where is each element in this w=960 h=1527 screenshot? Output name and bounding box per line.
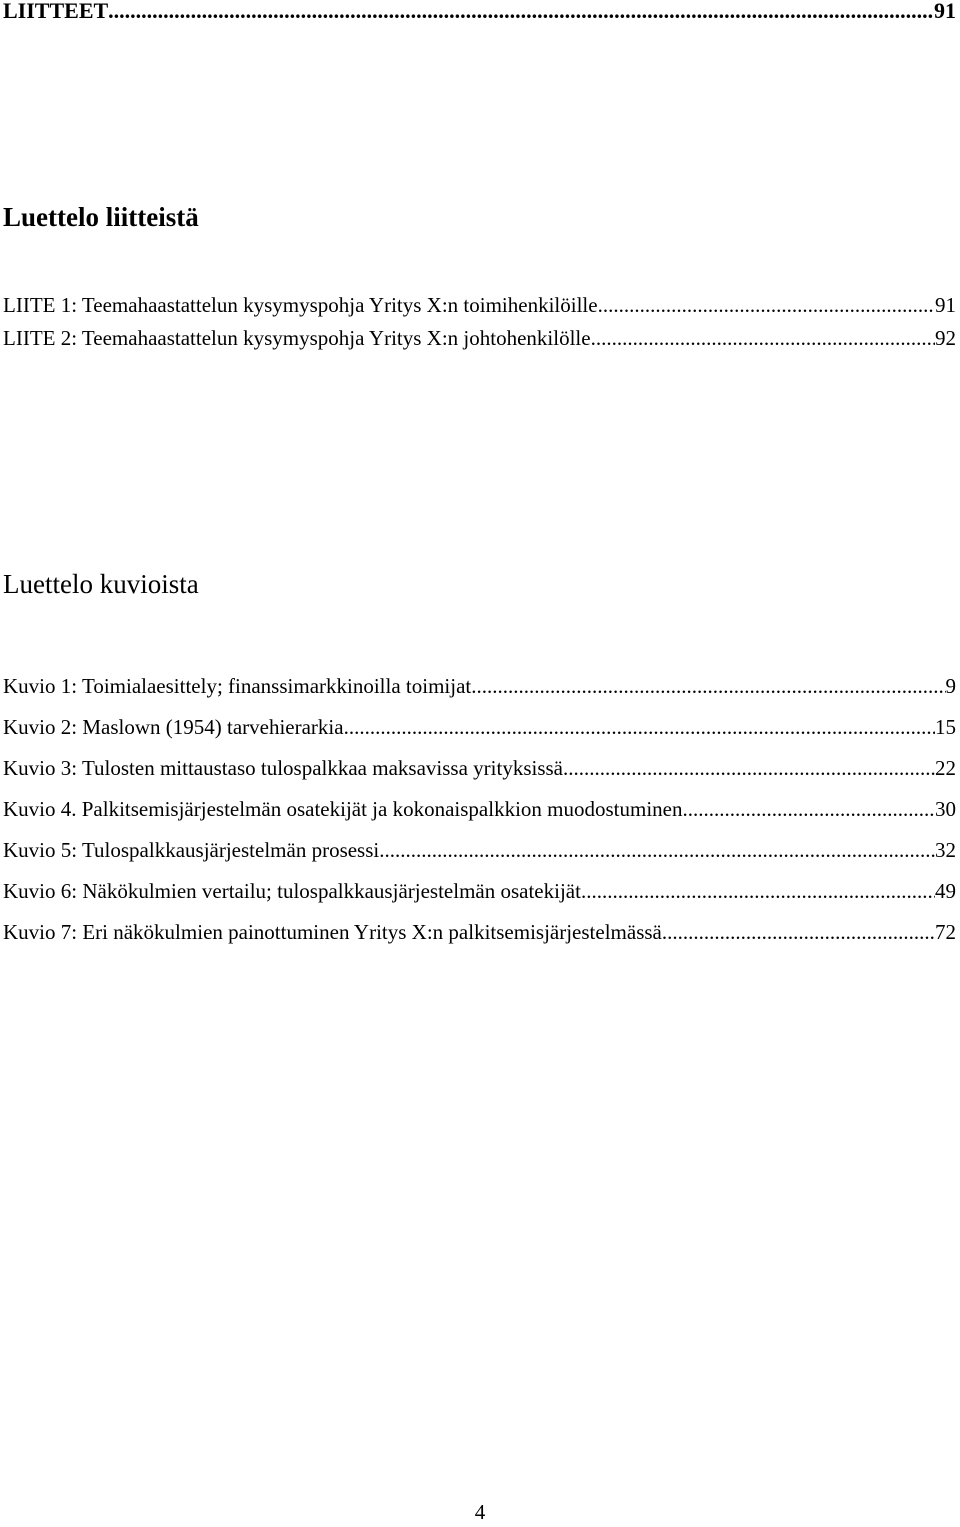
figure-entry-label: Kuvio 7: Eri näkökulmien painottuminen Yritys X:n palkitsemisjärjestelmässä (3, 920, 662, 944)
figure-entry-page: 22 (935, 756, 956, 780)
figure-entry-label: Kuvio 6: Näkökulmien vertailu; tulospalkkausjärjestelmän osatekijät (3, 879, 581, 903)
toc-entry-page: 91 (934, 0, 956, 23)
toc-leader-dots (344, 712, 935, 742)
figure-entry-label: Kuvio 1: Toimialaesittely; finanssimarkkinoilla toimijat (3, 674, 472, 698)
appendix-entry-page: 92 (935, 326, 956, 350)
figure-entry (3, 876, 956, 906)
figure-entry-label: Kuvio 4. Palkitsemisjärjestelmän osatekijät ja kokonaispalkkion muodostuminen (3, 797, 683, 821)
page-number: 4 (474, 1500, 486, 1524)
toc-entry-label: LIITTEET (3, 0, 109, 23)
figure-entry-page: 72 (935, 920, 956, 944)
figure-entry-page: 15 (935, 715, 956, 739)
appendix-entry (3, 290, 956, 320)
toc-leader-dots (581, 876, 935, 906)
figure-entry (3, 835, 956, 865)
figure-entry-label: Kuvio 5: Tulospalkkausjärjestelmän prosessi (3, 838, 380, 862)
figure-entry-page: 32 (935, 838, 956, 862)
figure-entry-label: Kuvio 2: Maslown (1954) tarvehierarkia (3, 715, 344, 739)
figures-list-heading: Luettelo kuvioista (3, 569, 199, 599)
toc-leader-dots (598, 290, 935, 320)
figure-entry (3, 712, 956, 742)
toc-leader-dots (662, 917, 935, 947)
figure-entry-label: Kuvio 3: Tulosten mittaustaso tulospalkkaa maksavissa yrityksissä (3, 756, 563, 780)
figure-entry-page: 9 (945, 674, 956, 698)
appendix-entry-label: LIITE 2: Teemahaastattelun kysymyspohja Yritys X:n johtohenkilölle (3, 326, 591, 350)
figure-entry (3, 794, 956, 824)
toc-leader-dots (683, 794, 936, 824)
figure-entry (3, 917, 956, 947)
appendix-entry (3, 323, 956, 353)
figure-entry (3, 671, 956, 701)
appendix-entry-page: 91 (935, 293, 956, 317)
toc-leader-dots (563, 753, 935, 783)
toc-leader-dots (379, 835, 935, 865)
toc-leader-dots (591, 323, 935, 353)
figure-entry (3, 753, 956, 783)
figure-entry-page: 49 (935, 879, 956, 903)
toc-entry-liitteet (3, 0, 956, 26)
appendix-entry-label: LIITE 1: Teemahaastattelun kysymyspohja Yritys X:n toimihenkilöille (3, 293, 598, 317)
toc-leader-dots (471, 671, 945, 701)
figure-entry-page: 30 (935, 797, 956, 821)
toc-leader-dots (108, 0, 934, 26)
appendix-list-heading: Luettelo liitteistä (3, 202, 199, 232)
